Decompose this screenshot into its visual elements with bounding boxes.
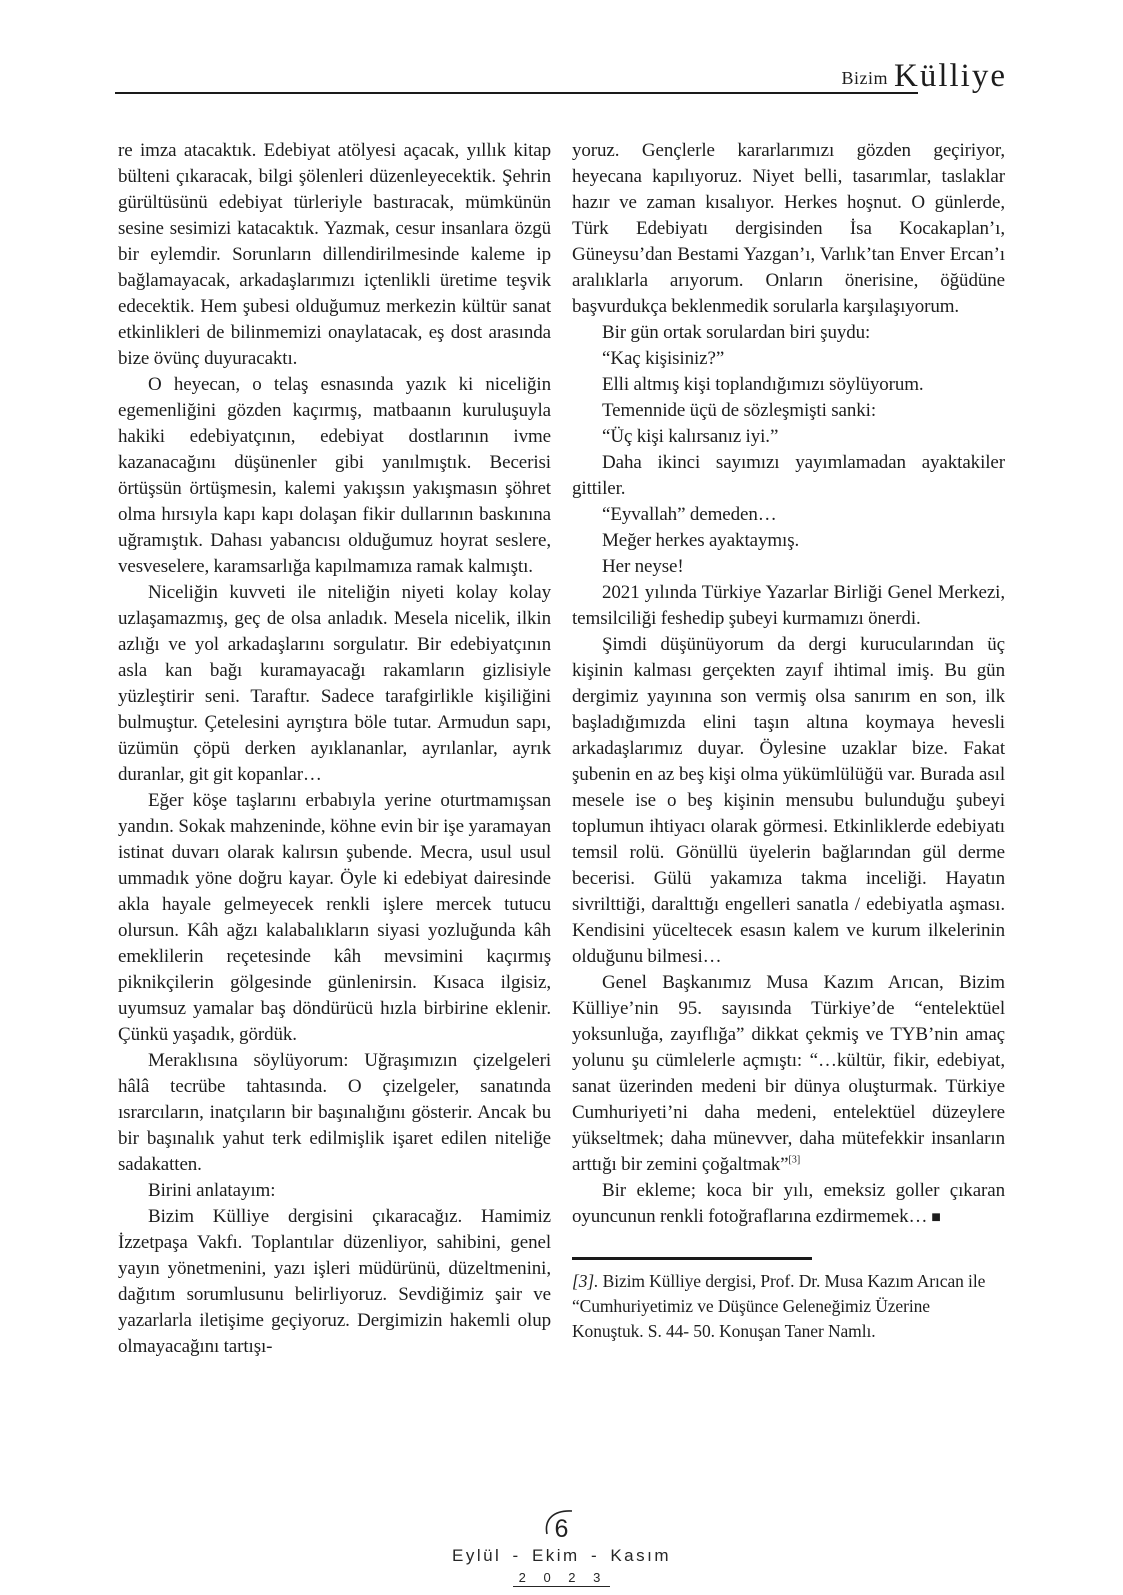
footer-year-wrap [0, 1569, 1123, 1587]
paragraph: re imza atacaktık. Edebiyat atölyesi açacak, yıllık kitap bülteni çıkaracak, bilgi şölenleri düzenleyecektik. Şehrin gürültüsünü edebiyat türleriyle bastıracak, mümkünün sesine sesimizi katacaktık. Yazmak, cesur insanlara özgü bir eylemdir. Sorunların dillendirilmesinde kaleme ip bağlamayacak, arkadaşlarımızı içtenlikli üretime teşvik edecektik. Hem şubesi olduğumuz merkezin kültür sanat etkinlikleri de bilinmemizi onaylatacak, eş dost arasında bize övünç duyuracaktı. [118, 140, 551, 369]
paragraph: “Üç kişi kalırsanız iyi.” [602, 426, 779, 447]
paragraph: Temennide üçü de sözleşmişti sanki: [602, 400, 877, 421]
paragraph: Meğer herkes ayaktaymış. [602, 530, 800, 551]
paragraph: Bir ekleme; koca bir yılı, emeksiz goller çıkaran oyuncunun renkli fotoğraflarına ezdirmemek… ■ [572, 1180, 1005, 1227]
paragraph: Elli altmış kişi toplandığımızı söylüyorum. [602, 374, 924, 395]
paragraph: yoruz. Gençlerle kararlarımızı gözden geçiriyor, heyecana kapılıyoruz. Niyet belli, tasarımlar, taslaklar hazır ve zaman kısalıyor. Herkes hoşnut. O günlerde, Türk Edebiyatı dergisinden İsa Kocakaplan’ı, Güneysu’dan Bestami Yazgan’ı, Varlık’tan Enver Ercan’ı aralıklarla arıyorum. Onların önerisine, öğüdüne başvurdukça beklenmedik sorularla karşılaşıyorum. [572, 140, 1005, 317]
paragraph: Birini anlatayım: [148, 1180, 276, 1201]
left-column [118, 138, 551, 1360]
footnote-body-text: Bizim Külliye dergisi, Prof. Dr. Musa Kazım Arıcan ile “Cumhuriyetimiz ve Düşünce Geleneğimiz Üzerine Konuştuk. S. 44- 50. Konuşan Taner Namlı. [572, 1271, 986, 1341]
paragraph: “Eyvallah” demeden… [602, 504, 777, 525]
paragraph: Genel Başkanımız Musa Kazım Arıcan, Bizim Külliye’nin 95. sayısında Türkiye’de “entelektüel yoksunluğa, zayıflığa” dikkat çekmiş ve TYB’nin amaç yolunu şu cümlelerle açmıştı: “…kültür, fikir, edebiyat, sanat üzerinden medeni bir dünya oluşturmak. Türkiye Cumhuriyeti’ni daha medeni, entelektüel düzeylere yükseltmek; daha münevver, daha mütefekkir insanların arttığı bir zemini çoğaltmak”[3] [572, 972, 1005, 1175]
footnote-ref: [3] [788, 1154, 801, 1166]
brand-word-kulliye: Külliye [894, 58, 1007, 94]
end-of-article-mark: ■ [927, 1209, 941, 1226]
paragraph: Bizim Külliye dergisini çıkaracağız. Hamimiz İzzetpaşa Vakfı. Toplantılar düzenliyor, sahibini, genel yayın yönetmenini, yazı işleri müdürünü, düzeltmenini, dağıtım sorumlusunu belirliyoruz. Sevdiğimiz şair ve yazarlarla iletişime geçiyoruz. Dergimizin hakemli olup olmayacağını tartışı- [118, 1206, 551, 1357]
page-footer [0, 1515, 1123, 1587]
paragraph: O heyecan, o telaş esnasında yazık ki niceliğin egemenliğini gözden kaçırmış, matbaanın kuruluşuyla hakiki edebiyatçının, edebiyat dostlarının ivme kazanacağını düşünenler gibi yanılmıştık. Becerisi örtüşsün örtüşmesin, kalemi yakışsın yakışmasın şöhret olma hırsıyla kapı kapı dolaşan fikir dullarının baskınına uğramıştık. Dahası yabancısı olduğumuz hoyrat seslere, vesveselere, karamsarlığa kapılmamıza ramak kalmıştı. [118, 374, 551, 577]
article-body [118, 138, 1005, 1360]
paragraph: Şimdi düşünüyorum da dergi kurucularından üç kişinin kalması gerçekten zayıf ihtimal imiş. Bu gün dergimiz yayınına son vermiş olsa sanırım en son, ilk başladığımızda elini taşın altına koymaya hevesli arkadaşlarımız duyar. Öylesine uzaklar bize. Fakat şubenin en az beş kişi olma yükümlülüğü var. Burada asıl mesele ise o beş kişinin mensubu bulunduğu şubeyi toplumun ihtiyacı olarak görmesi. Etkinliklerde edebiyatı temsil rolü. Gönüllü üyelerin bağlarından gül derme becerisi. Gülü yakamıza takma inceliği. Hayatın sivrilttiği, daralttığı engelleri sanatla / edebiyatla aşması. Kendisini yüceltecek esasın kalem ve kurum ilkelerinin olduğunu bilmesi… [572, 634, 1005, 967]
paragraph: Daha ikinci sayımızı yayımlamadan ayaktakiler gittiler. [572, 452, 1005, 499]
footnote-marker: [3]. [572, 1271, 599, 1291]
footer-year: 2 0 2 3 [513, 1570, 611, 1587]
right-column-paragraphs [572, 138, 1005, 1231]
paragraph: Eğer köşe taşlarını erbabıyla yerine oturtmamışsan yandın. Sokak mahzeninde, köhne evin bir işe yaramayan istinat duvarı olarak kalırsın şubende. Mecra, usul usul ummadık yöne doğru kayar. Öyle ki edebiyat dairesinde akla hayale gelmeyecek renkli işlere mercek tutucu olursun. Kâh ağzı kalabalıkların siyasi yozluğunda kâh emeklilerin reçetesinde kâh mevsimini kaçırmış piknikçilerin gölgesinde günlenirsin. Kısaca ilgisiz, uyumsuz yamalar baş döndürücü hızla birbirine eklenir. Çünkü yaşadık, gördük. [118, 790, 551, 1045]
footer-season: Eylül - Ekim - Kasım [451, 1546, 672, 1565]
magazine-brand [842, 58, 1007, 95]
header-rule [115, 92, 918, 94]
paragraph: “Kaç kişisiniz?” [602, 348, 725, 369]
footnote-block [572, 1257, 1005, 1344]
footnote-text [572, 1269, 1005, 1344]
paragraph: 2021 yılında Türkiye Yazarlar Birliği Genel Merkezi, temsilciliği feshedip şubeyi kurmamızı önerdi. [572, 582, 1005, 629]
page-number-wrap [555, 1515, 569, 1549]
footnote-separator-rule [572, 1257, 812, 1260]
right-column [572, 138, 1005, 1360]
paragraph: Niceliğin kuvveti ile niteliğin niyeti kolay kolay uzlaşamazmış, geç de olsa anladık. Mesela nicelik, ilkin azlığı ve yol arkadaşlarını sorgulatır. Bir edebiyatçının asla kan bağı kuramayacağı rakamların gizlisiyle yüzleştirir seni. Taraftır. Sadece tarafgirlikle kişiliğini bulmuştur. Çetelesini ayrıştıra böle tutar. Armudun sapı, üzümün çöpü derken ayıklananlar, ayrılanlar, ayrık duranlar, git git kopanlar… [118, 582, 551, 785]
paragraph: Bir gün ortak sorulardan biri şuydu: [602, 322, 871, 343]
brand-word-bizim: Bizim [841, 68, 889, 88]
paragraph: Her neyse! [602, 556, 684, 577]
page-number: 6 [554, 1515, 569, 1543]
paragraph: Meraklısına söylüyorum: Uğraşımızın çizelgeleri hâlâ tecrübe tahtasında. O çizelgeler, sanatında ısrarcıların, inatçıların bir başınalığını gösterir. Ancak bu bir başınalık yahut terk edilmişlik işaret edilen niteliğe sadakatten. [118, 1050, 551, 1175]
